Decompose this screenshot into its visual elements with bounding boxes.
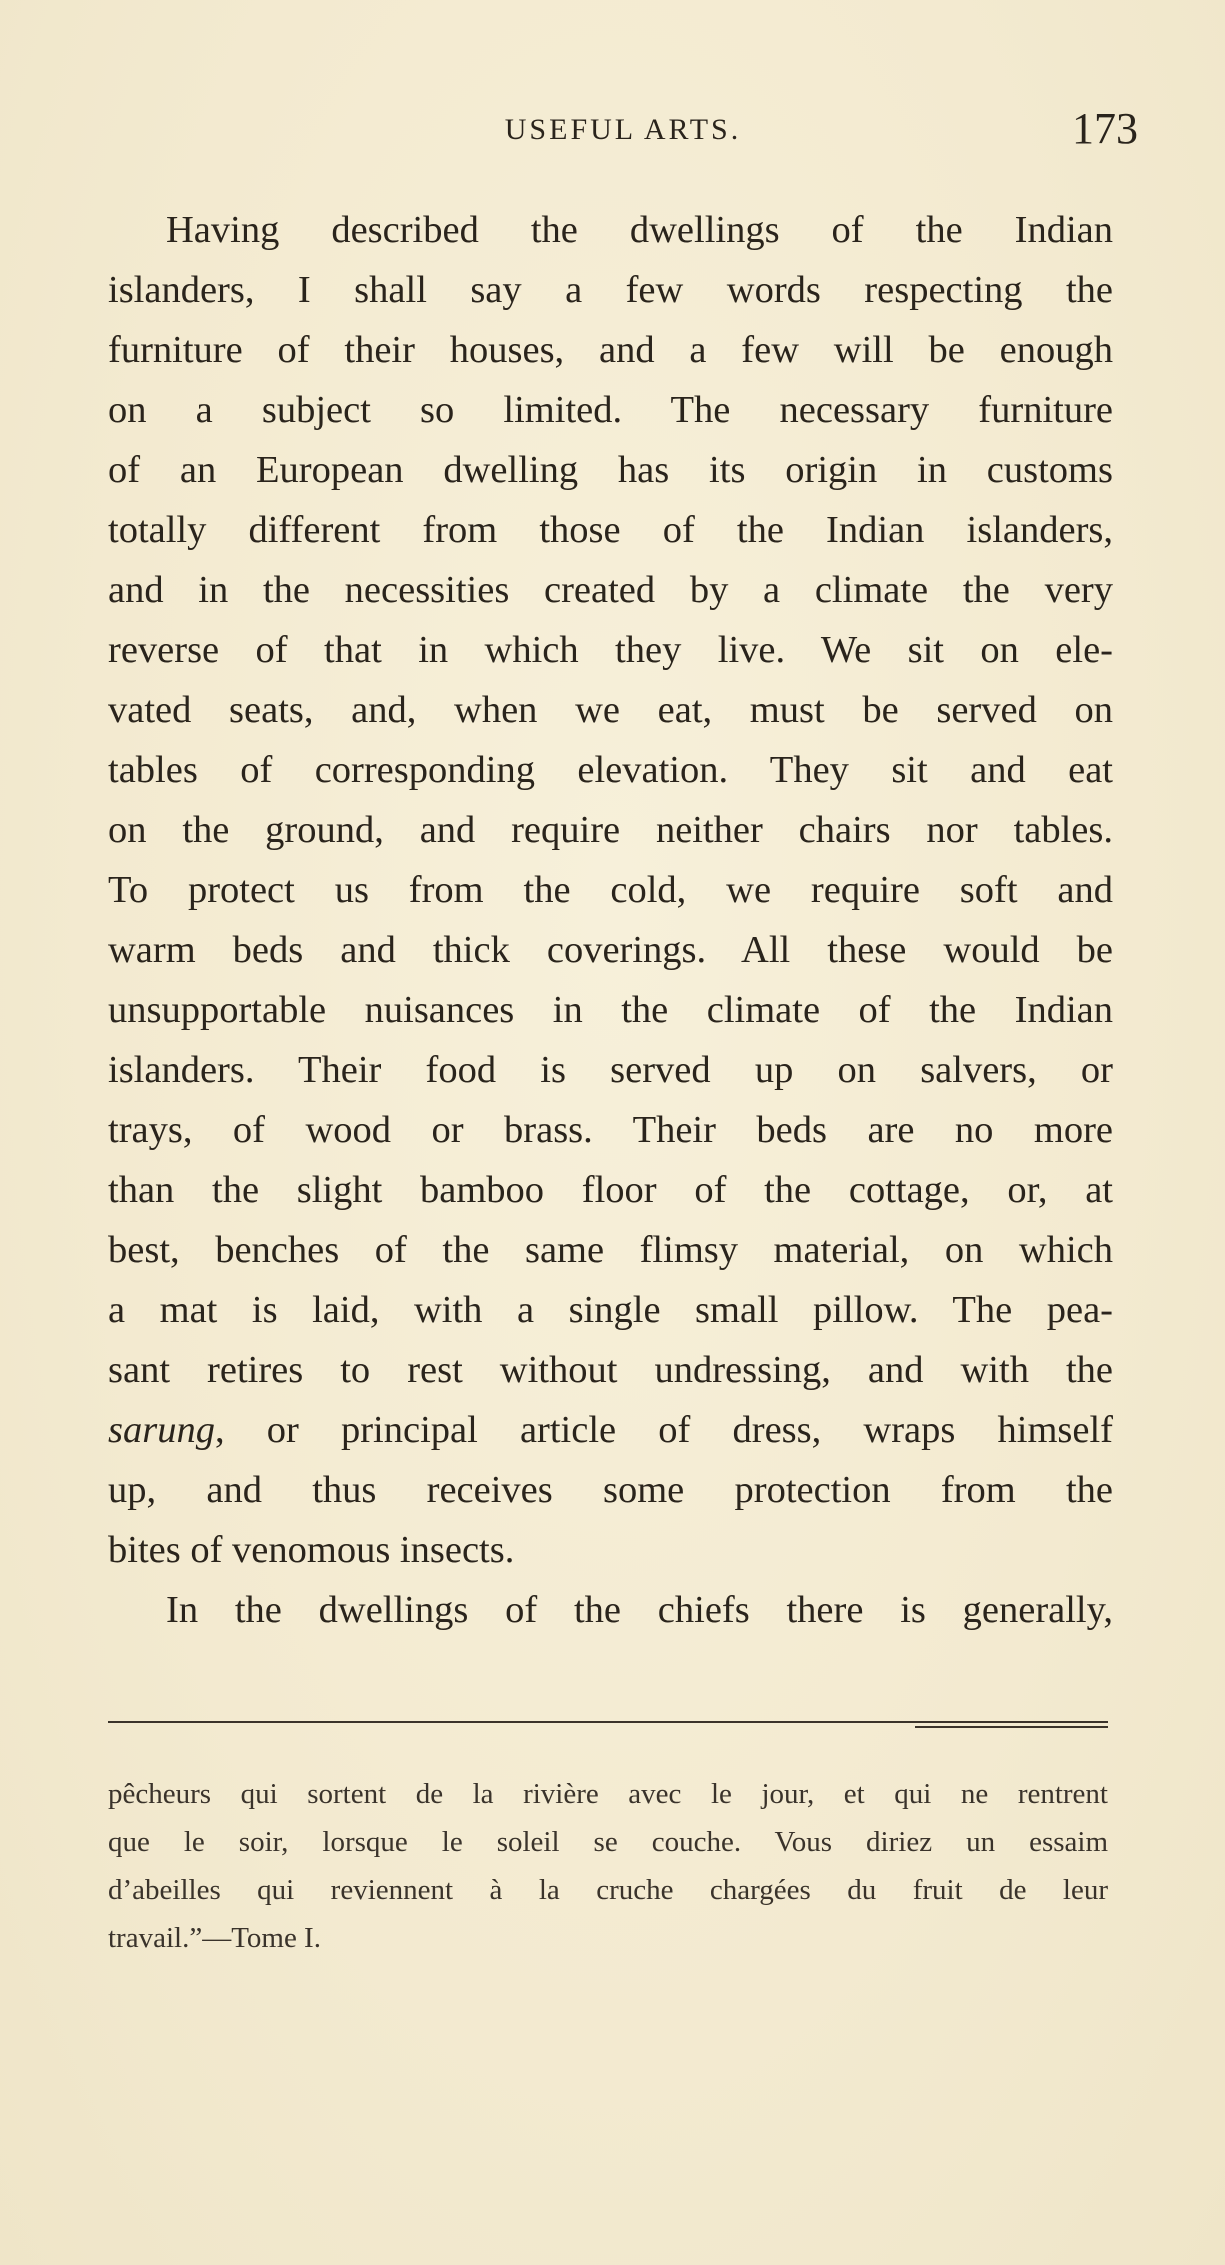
footnote-line: que le soir, lorsque le soleil se couche. Vous diriez un essaim: [108, 1826, 1108, 1858]
footnote: [108, 1770, 1108, 1962]
text-line: and in the necessities created by a climate the very: [108, 569, 1113, 611]
main-text: [108, 200, 1113, 1640]
running-head: [108, 104, 1138, 153]
footnote-rule: [108, 1721, 1108, 1723]
footnote-line: pêcheurs qui sortent de la rivière avec le jour, et qui ne rentrent: [108, 1778, 1108, 1810]
text-line: up, and thus receives some protection from the: [108, 1469, 1113, 1511]
text-line: on a subject so limited. The necessary furniture: [108, 389, 1113, 431]
text-line-sarung: [108, 1400, 1113, 1460]
text-line: islanders. Their food is served up on salvers, or: [108, 1049, 1113, 1091]
text-line: vated seats, and, when we eat, must be served on: [108, 689, 1113, 731]
text-line: Having described the dwellings of the Indian: [166, 209, 1113, 251]
page-number: 173: [1072, 104, 1138, 153]
text-line: best, benches of the same flimsy material, on which: [108, 1229, 1113, 1271]
text-line: than the slight bamboo floor of the cottage, or, at: [108, 1169, 1113, 1211]
text-line: bites of venomous insects.: [108, 1529, 515, 1571]
text-line: tables of corresponding elevation. They sit and eat: [108, 749, 1113, 791]
text-line: of an European dwelling has its origin in customs: [108, 449, 1113, 491]
text-line: warm beds and thick coverings. All these would be: [108, 929, 1113, 971]
footnote-line: travail.”—Tome I.: [108, 1922, 321, 1954]
text-line: unsupportable nuisances in the climate of the Indian: [108, 989, 1113, 1031]
italic-term: sarung: [108, 1409, 215, 1451]
text-line: totally different from those of the Indian islanders,: [108, 509, 1113, 551]
text-line: trays, of wood or brass. Their beds are no more: [108, 1109, 1113, 1151]
text-line: islanders, I shall say a few words respecting the: [108, 269, 1113, 311]
footnote-line: d’abeilles qui reviennent à la cruche chargées du fruit de leur: [108, 1874, 1108, 1906]
text-line: sant retires to rest without undressing, and with the: [108, 1349, 1113, 1391]
text-line: In the dwellings of the chiefs there is generally,: [166, 1589, 1113, 1631]
footnote-rule-extension: [915, 1726, 1108, 1728]
text-line: a mat is laid, with a single small pillow. The pea-: [108, 1289, 1113, 1331]
running-title: USEFUL ARTS.: [504, 113, 742, 146]
text-line: To protect us from the cold, we require soft and: [108, 869, 1113, 911]
text-line-rest: , or principal article of dress, wraps himself: [214, 1409, 1113, 1451]
text-line: on the ground, and require neither chairs nor tables.: [108, 809, 1113, 851]
text-line: furniture of their houses, and a few will be enough: [108, 329, 1113, 371]
text-line: reverse of that in which they live. We sit on ele-: [108, 629, 1113, 671]
